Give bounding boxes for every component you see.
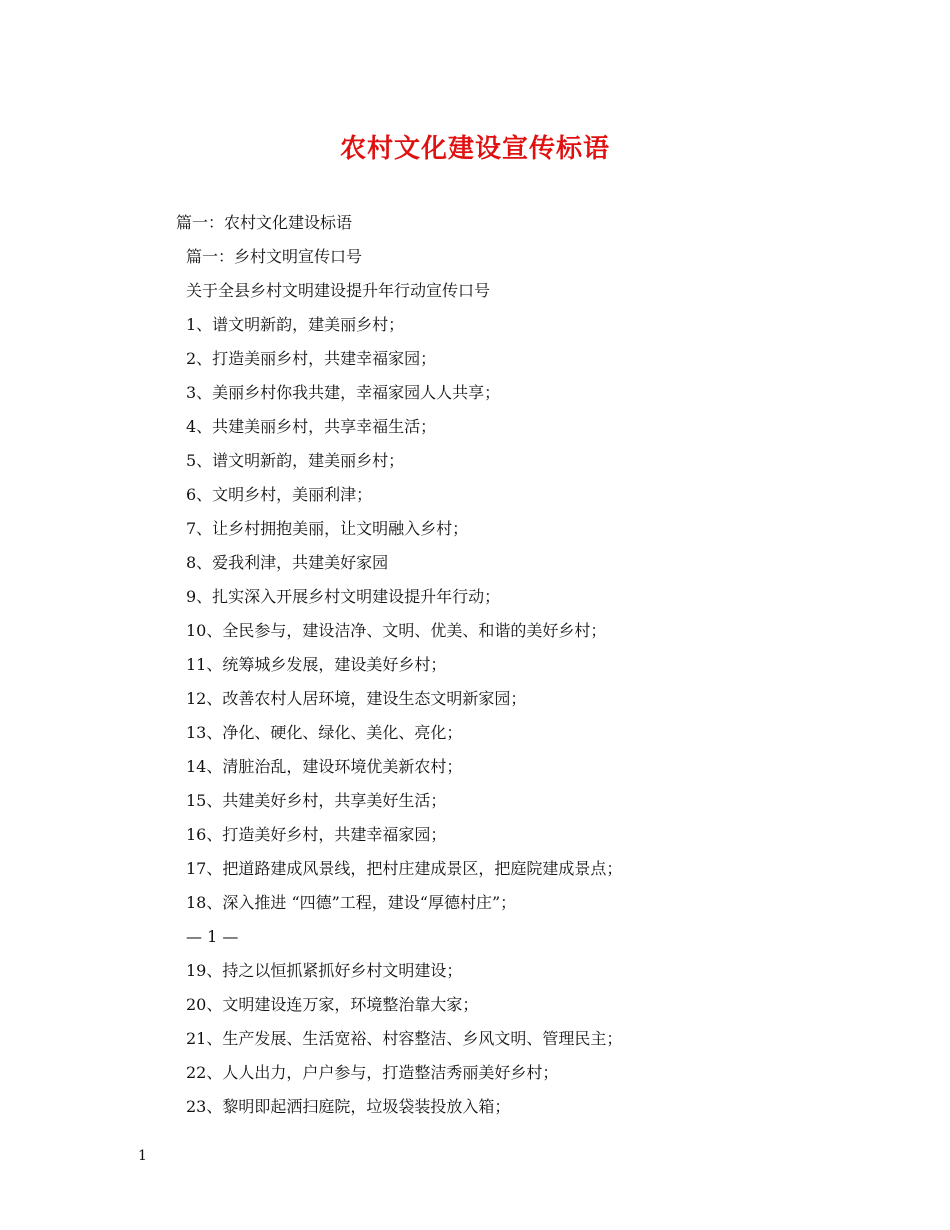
slogan-item: 20、文明建设连万家，环境整治靠大家； bbox=[186, 995, 479, 1014]
intro-line: 关于全县乡村文明建设提升年行动宣传口号 bbox=[186, 281, 491, 300]
slogan-item: 16、打造美好乡村，共建幸福家园； bbox=[186, 825, 447, 844]
slogan-item: 6、文明乡村，美丽利津； bbox=[186, 485, 373, 504]
slogan-item: 13、净化、硬化、绿化、美化、亮化； bbox=[186, 723, 463, 742]
slogan-item: 2、打造美丽乡村，共建幸福家园； bbox=[186, 349, 437, 368]
slogan-list bbox=[176, 206, 896, 1124]
slogan-item: 5、谱文明新韵，建美丽乡村； bbox=[186, 451, 405, 470]
slogan-item: 18、深入推进 “四德”工程，建设“厚德村庄”； bbox=[186, 893, 517, 912]
slogan-item: 23、黎明即起洒扫庭院，垃圾袋装投放入箱； bbox=[186, 1097, 511, 1116]
slogan-item: 1、谱文明新韵，建美丽乡村； bbox=[186, 315, 405, 334]
slogan-item: 8、爱我利津，共建美好家园 bbox=[186, 553, 389, 572]
slogan-item: 4、共建美丽乡村，共享幸福生活； bbox=[186, 417, 437, 436]
slogan-item: 17、把道路建成风景线，把村庄建成景区，把庭院建成景点； bbox=[186, 859, 623, 878]
slogan-item: 22、人人出力，户户参与，打造整洁秀丽美好乡村； bbox=[186, 1063, 559, 1082]
slogan-item: 10、全民参与，建设洁净、文明、优美、和谐的美好乡村； bbox=[186, 621, 607, 640]
document-title: 农村文化建设宣传标语 bbox=[339, 134, 610, 164]
slogan-item: 14、清脏治乱，建设环境优美新农村； bbox=[186, 757, 463, 776]
inline-page-marker: — 1 — bbox=[186, 927, 239, 946]
page-number: 1 bbox=[138, 1148, 147, 1164]
section-heading: 篇一：农村文化建设标语 bbox=[176, 213, 353, 232]
slogan-item: 3、美丽乡村你我共建，幸福家园人人共享； bbox=[186, 383, 501, 402]
slogan-item: 19、持之以恒抓紧抓好乡村文明建设； bbox=[186, 961, 463, 980]
slogan-item: 21、生产发展、生活宽裕、村容整洁、乡风文明、管理民主； bbox=[186, 1029, 623, 1048]
sub-heading: 篇一：乡村文明宣传口号 bbox=[186, 247, 363, 266]
slogan-item: 7、让乡村拥抱美丽，让文明融入乡村； bbox=[186, 519, 469, 538]
slogan-item: 15、共建美好乡村，共享美好生活； bbox=[186, 791, 447, 810]
slogan-item: 12、改善农村人居环境，建设生态文明新家园； bbox=[186, 689, 527, 708]
slogan-item: 9、扎实深入开展乡村文明建设提升年行动； bbox=[186, 587, 501, 606]
slogan-item: 11、统筹城乡发展，建设美好乡村； bbox=[186, 655, 447, 674]
